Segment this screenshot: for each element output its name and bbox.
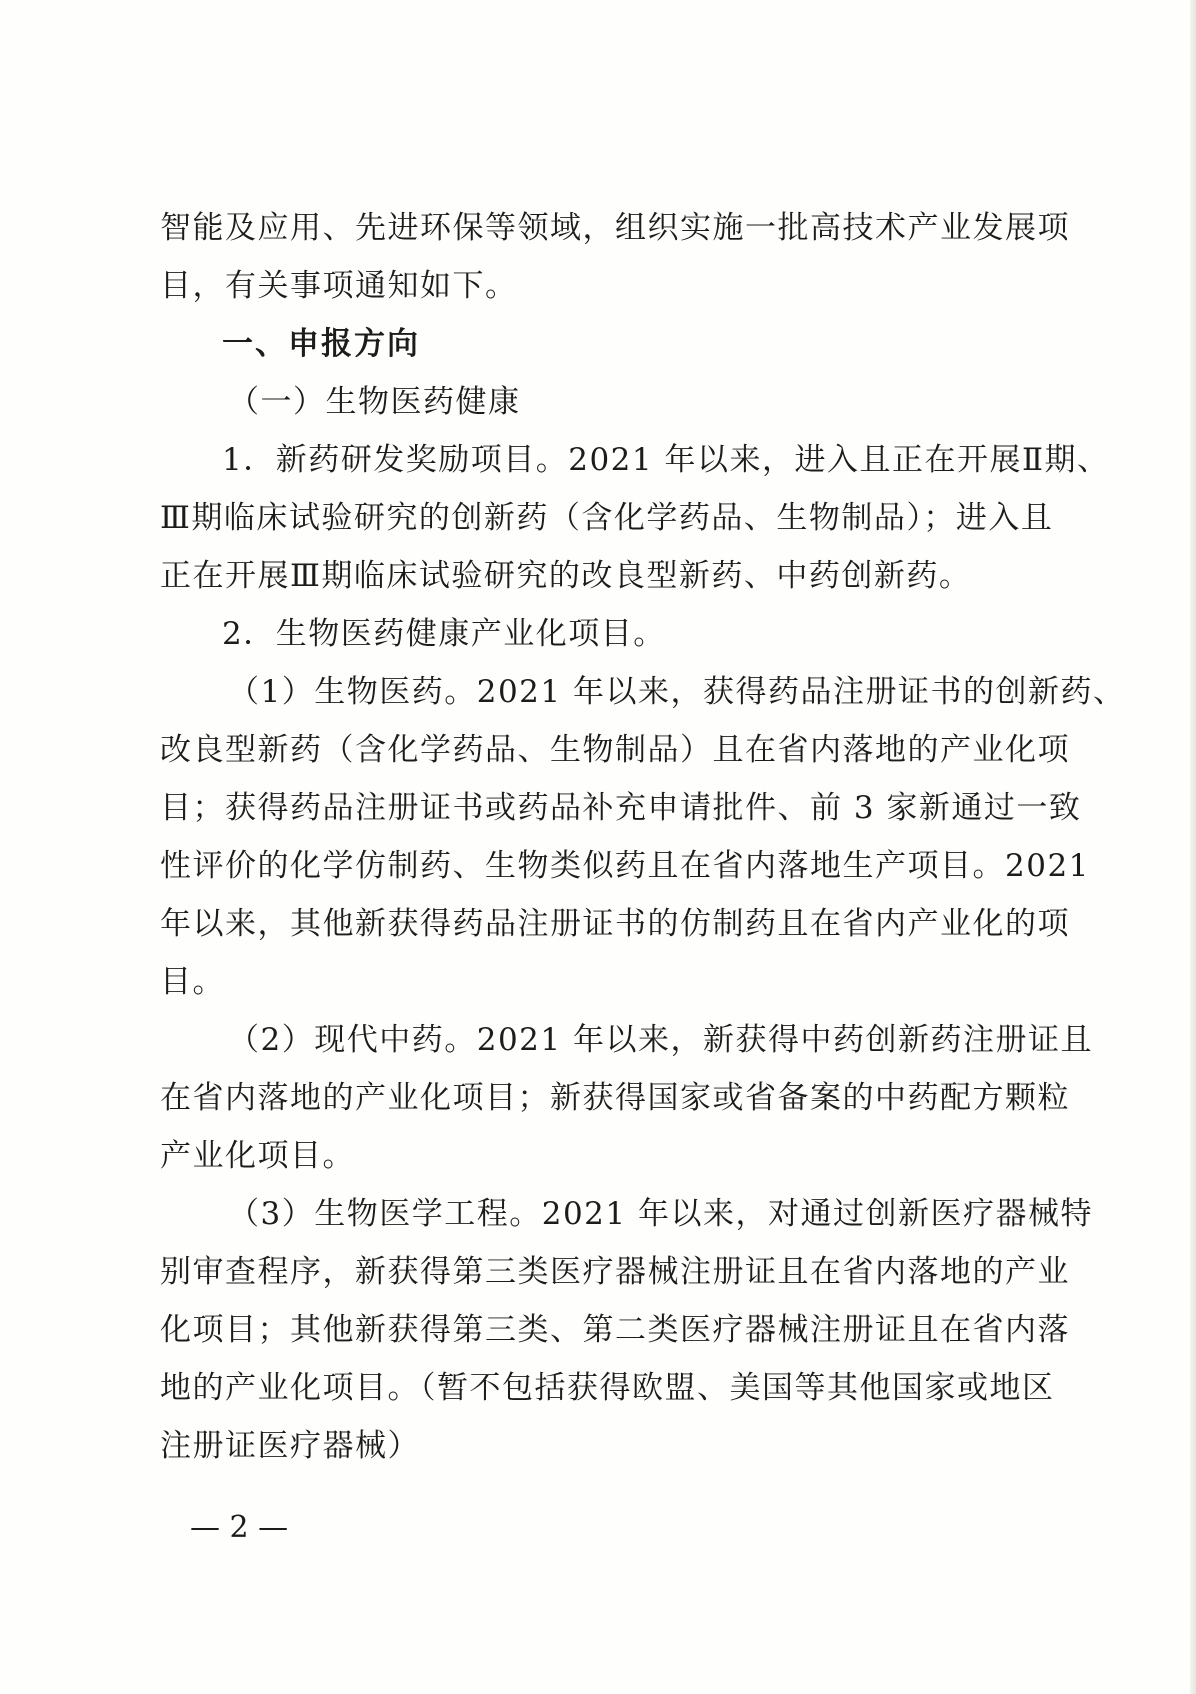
- text-line: 性评价的化学仿制药、生物类似药且在省内落地生产项目。2021: [160, 848, 1090, 884]
- text-line: （2）现代中药。2021 年以来，新获得中药创新药注册证且: [228, 1022, 1093, 1058]
- scan-edge: [1190, 0, 1196, 1694]
- text-line: 别审查程序，新获得第三类医疗器械注册证且在省内落地的产业: [160, 1254, 1070, 1290]
- page-number: — 2 —: [190, 1510, 289, 1545]
- section-heading: 一、申报方向: [222, 326, 420, 362]
- text-line: 产业化项目。: [160, 1138, 355, 1174]
- text-line: 年以来，其他新获得药品注册证书的仿制药且在省内产业化的项: [160, 906, 1070, 942]
- subsection-heading: （一）生物医药健康: [228, 384, 521, 420]
- text-line: 目；获得药品注册证书或药品补充申请批件、前 3 家新通过一致: [160, 790, 1082, 826]
- text-line: 2．生物医药健康产业化项目。: [222, 616, 666, 652]
- text-line: 注册证医疗器械）: [160, 1428, 420, 1464]
- text-line: 1．新药研发奖励项目。2021 年以来，进入且正在开展Ⅱ期、: [222, 442, 1110, 478]
- text-line: 在省内落地的产业化项目；新获得国家或省备案的中药配方颗粒: [160, 1080, 1070, 1116]
- text-line: 地的产业化项目。（暂不包括获得欧盟、美国等其他国家或地区: [160, 1370, 1055, 1406]
- text-line: 目。: [160, 964, 225, 1000]
- text-line: 化项目；其他新获得第三类、第二类医疗器械注册证且在省内落: [160, 1312, 1070, 1348]
- text-line: 智能及应用、先进环保等领域，组织实施一批高技术产业发展项: [160, 210, 1070, 246]
- text-line: 目，有关事项通知如下。: [160, 268, 518, 304]
- text-line: （1）生物医药。2021 年以来，获得药品注册证书的创新药、: [228, 674, 1126, 710]
- text-line: 改良型新药（含化学药品、生物制品）且在省内落地的产业化项: [160, 732, 1070, 768]
- text-line: Ⅲ期临床试验研究的创新药（含化学药品、生物制品）；进入且: [160, 500, 1054, 536]
- text-line: 正在开展Ⅲ期临床试验研究的改良型新药、中药创新药。: [160, 558, 972, 594]
- text-line: （3）生物医学工程。2021 年以来，对通过创新医疗器械特: [228, 1196, 1093, 1232]
